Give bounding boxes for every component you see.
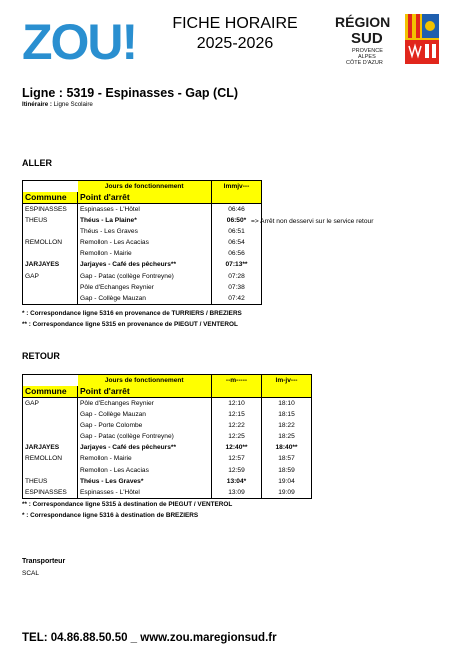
retour-time-cell: 13:04* bbox=[212, 476, 262, 487]
retour-time-cell: 12:10 bbox=[212, 398, 262, 410]
retour-time-cell: 12:15 bbox=[212, 409, 262, 420]
retour-time-cell: 18:22 bbox=[262, 420, 312, 431]
retour-commune-cell bbox=[23, 420, 78, 431]
aller-row bbox=[23, 248, 262, 259]
aller-stop-cell: Remollon - Mairie bbox=[78, 248, 212, 259]
aller-time-cell: 06:46 bbox=[212, 204, 262, 216]
zou-logo-text: ZOU! bbox=[22, 14, 137, 66]
retour-commune-cell bbox=[23, 431, 78, 442]
retour-stop-cell: Jarjayes - Café des pêcheurs** bbox=[78, 442, 212, 453]
aller-note-1: * : Correspondance ligne 5316 en provenance de TURRIERS / BREZIERS bbox=[22, 310, 242, 317]
retour-time-cell: 12:22 bbox=[212, 420, 262, 431]
carrier-value: SCAL bbox=[22, 570, 39, 577]
aller-time-cell: 07:38 bbox=[212, 282, 262, 293]
aller-days-col1: lmmjv--- bbox=[212, 181, 262, 193]
retour-commune-cell: THEUS bbox=[23, 476, 78, 487]
aller-stop-cell: Gap - Patac (collège Fontreyne) bbox=[78, 271, 212, 282]
retour-stop-cell: Gap - Patac (collège Fontreyne) bbox=[78, 431, 212, 442]
aller-stop-cell: Théus - La Plaine* bbox=[78, 215, 212, 226]
retour-stop-cell: Gap - Collège Mauzan bbox=[78, 409, 212, 420]
retour-commune-cell: REMOLLON bbox=[23, 453, 78, 464]
retour-stop-cell: Espinasses - L'Hôtel bbox=[78, 487, 212, 499]
aller-stop-cell: Pôle d'Echanges Reynier bbox=[78, 282, 212, 293]
itinerary-label: Itinéraire : bbox=[22, 101, 52, 108]
retour-time-cell: 18:57 bbox=[262, 453, 312, 464]
retour-commune-cell bbox=[23, 465, 78, 476]
retour-row bbox=[23, 476, 312, 487]
aller-time-cell: 06:51 bbox=[212, 226, 262, 237]
retour-stop-cell: Pôle d'Echanges Reynier bbox=[78, 398, 212, 410]
title-line1: FICHE HORAIRE bbox=[172, 15, 298, 32]
zou-logo bbox=[22, 14, 146, 66]
retour-col-point: Point d'arrêt bbox=[78, 386, 212, 398]
retour-commune-cell: ESPINASSES bbox=[23, 487, 78, 499]
aller-commune-cell: JARJAYES bbox=[23, 259, 78, 270]
aller-row bbox=[23, 282, 262, 293]
aller-timetable bbox=[22, 180, 262, 305]
retour-time-cell: 18:10 bbox=[262, 398, 312, 410]
retour-heading: RETOUR bbox=[22, 351, 60, 361]
aller-row bbox=[23, 204, 262, 216]
retour-row bbox=[23, 442, 312, 453]
footer-contact: TEL: 04.86.88.50.50 _ www.zou.maregionsud.fr bbox=[22, 632, 277, 644]
aller-row bbox=[23, 215, 262, 226]
aller-time-cell: 06:56 bbox=[212, 248, 262, 259]
aller-commune-cell: ESPINASSES bbox=[23, 204, 78, 216]
aller-commune-cell bbox=[23, 282, 78, 293]
aller-row bbox=[23, 226, 262, 237]
aller-row bbox=[23, 271, 262, 282]
retour-time-cell: 18:15 bbox=[262, 409, 312, 420]
region-line3: PROVENCE bbox=[352, 48, 383, 54]
aller-stop-cell: Jarjayes - Café des pêcheurs** bbox=[78, 259, 212, 270]
aller-time-cell: 06:54 bbox=[212, 237, 262, 248]
retour-stop-cell: Remollon - Mairie bbox=[78, 453, 212, 464]
retour-days-label: Jours de fonctionnement bbox=[78, 375, 212, 387]
retour-commune-cell: GAP bbox=[23, 398, 78, 410]
retour-stop-cell: Gap - Porte Colombe bbox=[78, 420, 212, 431]
region-line1: RÉGION bbox=[335, 14, 391, 30]
region-line5: CÔTE D'AZUR bbox=[346, 60, 383, 66]
retour-time-cell: 19:04 bbox=[262, 476, 312, 487]
retour-row bbox=[23, 453, 312, 464]
retour-time-cell: 19:09 bbox=[262, 487, 312, 499]
aller-note-2: ** : Correspondance ligne 5315 en provenance de PIEGUT / VENTEROL bbox=[22, 321, 238, 328]
aller-stop-cell: Gap - Collège Mauzan bbox=[78, 293, 212, 305]
aller-time-cell: 07:42 bbox=[212, 293, 262, 305]
region-line4: ALPES bbox=[358, 54, 376, 60]
retour-note-1: ** : Correspondance ligne 5315 à destination de PIEGUT / VENTEROL bbox=[22, 501, 233, 508]
aller-heading: ALLER bbox=[22, 158, 52, 168]
retour-days-col1: --m----- bbox=[212, 375, 262, 387]
aller-row bbox=[23, 293, 262, 305]
aller-stop-cell: Théus - Les Graves bbox=[78, 226, 212, 237]
retour-timetable bbox=[22, 374, 312, 499]
retour-time-cell: 13:09 bbox=[212, 487, 262, 499]
itinerary-value: Ligne Scolaire bbox=[53, 101, 93, 108]
aller-commune-cell bbox=[23, 293, 78, 305]
retour-row bbox=[23, 431, 312, 442]
retour-time-cell: 18:25 bbox=[262, 431, 312, 442]
aller-stop-cell: Espinasses - L'Hôtel bbox=[78, 204, 212, 216]
retour-row bbox=[23, 487, 312, 499]
retour-commune-cell bbox=[23, 409, 78, 420]
retour-time-cell: 12:25 bbox=[212, 431, 262, 442]
retour-stop-cell: Remollon - Les Acacias bbox=[78, 465, 212, 476]
region-line2: SUD bbox=[351, 30, 383, 47]
aller-col-point: Point d'arrêt bbox=[78, 192, 212, 204]
region-coat-of-arms-icon bbox=[405, 14, 439, 64]
aller-commune-cell: THEUS bbox=[23, 215, 78, 226]
aller-time-cell: 07:13** bbox=[212, 259, 262, 270]
retour-time-cell: 12:57 bbox=[212, 453, 262, 464]
retour-days-col2: lm-jv--- bbox=[262, 375, 312, 387]
aller-commune-cell: GAP bbox=[23, 271, 78, 282]
retour-row bbox=[23, 465, 312, 476]
aller-commune-cell: REMOLLON bbox=[23, 237, 78, 248]
line-title: Ligne : 5319 - Espinasses - Gap (CL) bbox=[22, 86, 239, 100]
region-sud-logo bbox=[333, 12, 443, 74]
aller-col-commune: Commune bbox=[23, 192, 78, 204]
aller-remark: => Arrêt non desservi sur le service retour bbox=[251, 218, 374, 225]
retour-time-cell: 18:59 bbox=[262, 465, 312, 476]
retour-time-cell: 12:59 bbox=[212, 465, 262, 476]
retour-stop-cell: Théus - Les Graves* bbox=[78, 476, 212, 487]
aller-days-label: Jours de fonctionnement bbox=[78, 181, 212, 193]
carrier-label: Transporteur bbox=[22, 558, 66, 565]
aller-row bbox=[23, 259, 262, 270]
aller-time-cell: 07:28 bbox=[212, 271, 262, 282]
title-line2: 2025-2026 bbox=[196, 35, 274, 52]
aller-row bbox=[23, 237, 262, 248]
retour-time-cell: 12:40** bbox=[212, 442, 262, 453]
aller-commune-cell bbox=[23, 226, 78, 237]
aller-time-cell: 06:50* bbox=[212, 215, 262, 226]
retour-commune-cell: JARJAYES bbox=[23, 442, 78, 453]
aller-commune-cell bbox=[23, 248, 78, 259]
itinerary bbox=[22, 101, 93, 108]
retour-row bbox=[23, 420, 312, 431]
retour-note-2: * : Correspondance ligne 5316 à destination de BREZIERS bbox=[22, 512, 199, 519]
retour-row bbox=[23, 398, 312, 410]
aller-stop-cell: Remollon - Les Acacias bbox=[78, 237, 212, 248]
retour-col-commune: Commune bbox=[23, 386, 78, 398]
retour-time-cell: 18:40** bbox=[262, 442, 312, 453]
retour-row bbox=[23, 409, 312, 420]
